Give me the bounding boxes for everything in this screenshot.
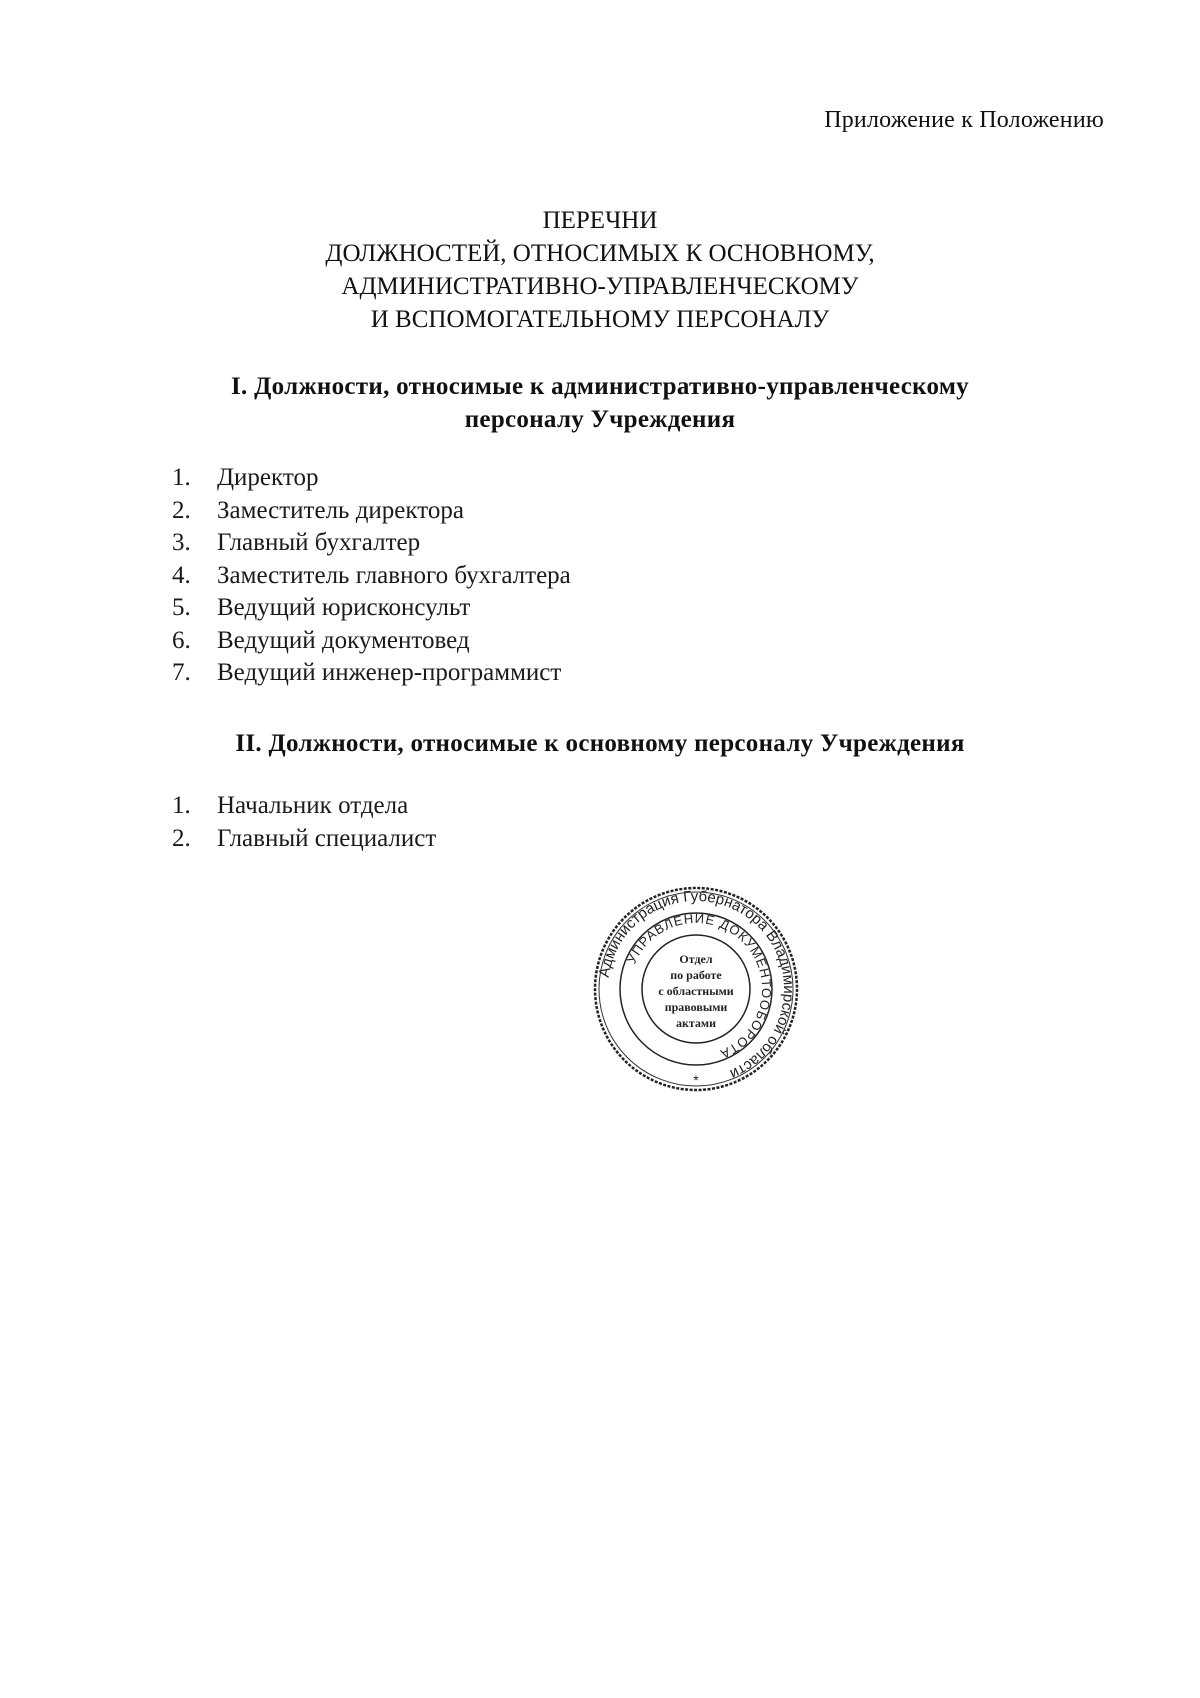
item-text: Заместитель главного бухгалтера — [217, 561, 571, 589]
item-number: 3. — [172, 529, 191, 556]
list-item — [172, 823, 436, 856]
item-number: 2. — [172, 496, 191, 524]
list-item — [172, 790, 436, 823]
item-number: 2. — [172, 824, 191, 852]
item-text: Главный специалист — [217, 824, 437, 852]
item-text: Заместитель директора — [217, 496, 464, 524]
item-number: 4. — [172, 561, 191, 589]
item-text: Директор — [217, 464, 319, 491]
item-text: Ведущий инженер-программист — [217, 659, 562, 686]
section-2-list — [172, 790, 436, 855]
stamp-outer-textpath: Администрация Губернатора Владимирской области — [595, 887, 798, 1083]
list-item — [172, 592, 571, 625]
stamp-center-line: по работе — [670, 968, 722, 982]
document-title — [0, 204, 1200, 336]
stamp-center-line: с областными — [658, 984, 734, 998]
stamp-center-line: Отдел — [679, 952, 713, 966]
title-line: ДОЛЖНОСТЕЙ, ОТНОСИМЫХ К ОСНОВНОМУ, — [325, 240, 875, 267]
appendix-label: Приложение к Положению — [824, 107, 1104, 133]
item-text: Ведущий документовед — [217, 626, 470, 654]
item-number: 6. — [172, 626, 191, 654]
stamp-inner-textpath: УПРАВЛЕНИЕ ДОКУМЕНТООБОРОТА — [623, 910, 775, 1063]
item-number: 1. — [172, 792, 191, 819]
section-1-heading — [0, 370, 1200, 436]
item-text: Ведущий юрисконсульт — [217, 594, 471, 621]
stamp-star: * — [693, 1072, 699, 1088]
list-item — [172, 462, 571, 495]
title-line: ПЕРЕЧНИ — [542, 207, 658, 234]
item-number: 5. — [172, 594, 191, 621]
list-item — [172, 657, 571, 690]
list-item — [172, 527, 571, 560]
section-2-heading: II. Должности, относимые к основному персоналу Учреждения — [235, 730, 965, 757]
title-line: АДМИНИСТРАТИВНО-УПРАВЛЕНЧЕСКОМУ — [341, 273, 859, 300]
item-text: Главный бухгалтер — [217, 529, 421, 556]
stamp-center-line: актами — [675, 1016, 717, 1030]
stamp-center-line: правовыми — [664, 1000, 728, 1014]
official-stamp — [592, 885, 800, 1093]
stamp-center — [658, 952, 733, 1030]
section-1-heading-line: персоналу Учреждения — [464, 406, 736, 433]
item-text: Начальник отдела — [217, 792, 409, 819]
section-1-list — [172, 462, 571, 690]
item-number: 7. — [172, 659, 191, 686]
list-item — [172, 625, 571, 658]
section-1-heading-line: I. Должности, относимые к административно-управленческому — [231, 373, 969, 400]
list-item — [172, 560, 571, 593]
list-item — [172, 495, 571, 528]
title-line: И ВСПОМОГАТЕЛЬНОМУ ПЕРСОНАЛУ — [370, 306, 830, 333]
item-number: 1. — [172, 464, 191, 491]
